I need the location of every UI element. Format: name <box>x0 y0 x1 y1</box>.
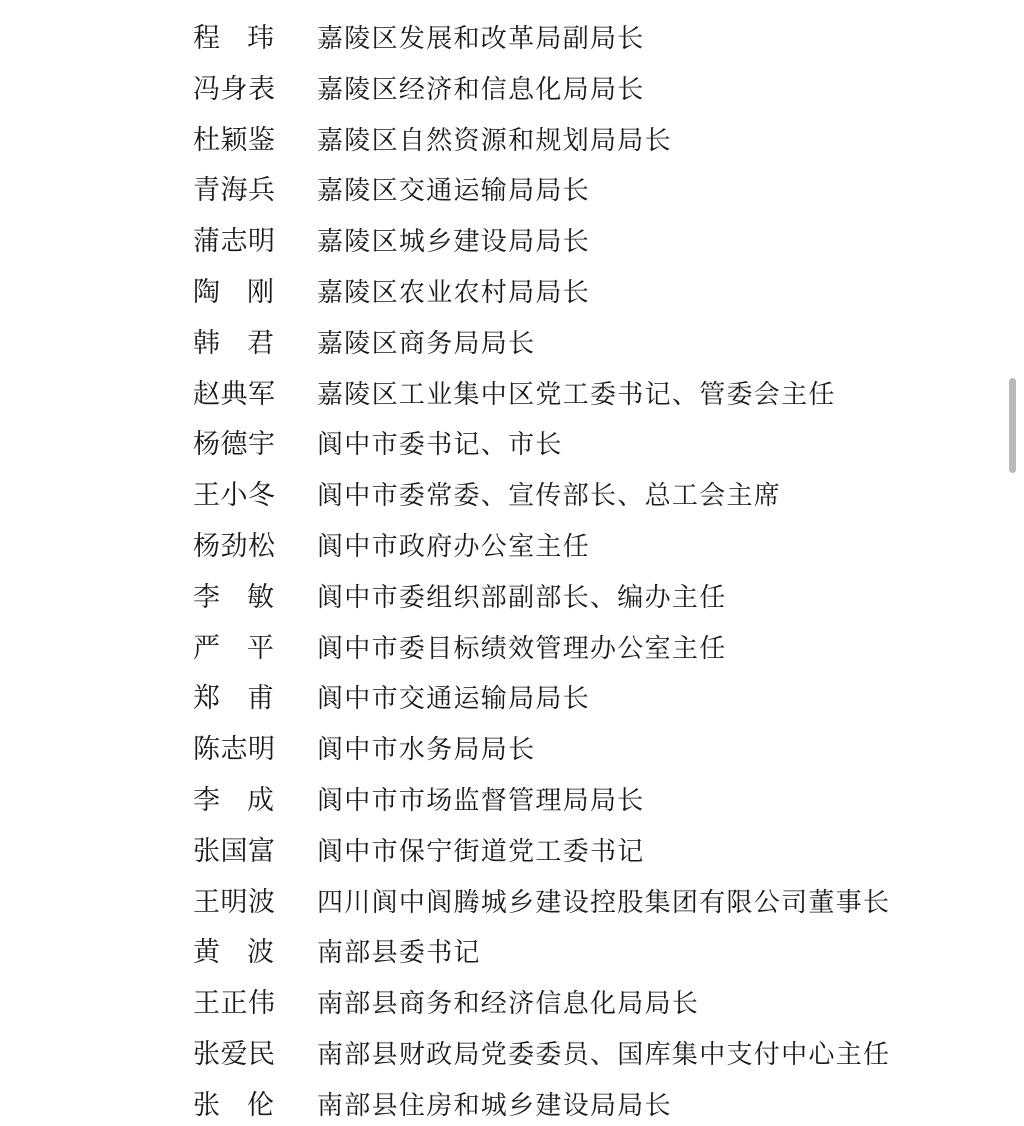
person-title: 嘉陵区自然资源和规划局局长 <box>317 125 672 156</box>
person-name-char-2: 成 <box>247 784 274 816</box>
list-item <box>0 1081 1000 1126</box>
person-name-char-2: 君 <box>247 327 274 359</box>
list-item <box>0 624 1000 675</box>
list-item <box>0 1030 1000 1081</box>
person-name-char-2: 伦 <box>247 1089 274 1121</box>
list-item <box>0 471 1000 522</box>
person-title: 嘉陵区工业集中区党工委书记、管委会主任 <box>317 379 836 410</box>
person-name: 杜颖鉴 <box>193 124 276 156</box>
person-name-char-1: 严 <box>193 632 220 664</box>
list-item <box>0 776 1000 827</box>
person-title: 阆中市政府办公室主任 <box>317 531 591 562</box>
person-name: 陈志明 <box>193 734 276 766</box>
list-item <box>0 217 1000 268</box>
person-title: 南部县商务和经济信息化局局长 <box>317 989 700 1020</box>
person-name: 青海兵 <box>193 175 276 207</box>
list-item <box>0 65 1000 116</box>
person-title: 嘉陵区农业农村局局长 <box>317 277 591 308</box>
person-name: 王小冬 <box>193 480 276 512</box>
list-item <box>0 522 1000 573</box>
person-name-char-1: 韩 <box>193 327 220 359</box>
person-name-char-1: 李 <box>193 784 220 816</box>
person-name-char-1: 程 <box>193 23 220 54</box>
person-title: 阆中市委组织部副部长、编办主任 <box>317 582 727 613</box>
person-name-char-1: 陶 <box>193 276 220 308</box>
person-name: 蒲志明 <box>193 226 276 258</box>
person-title: 嘉陵区城乡建设局局长 <box>317 227 591 258</box>
person-title: 嘉陵区发展和改革局副局长 <box>317 24 645 54</box>
person-name-char-2: 甫 <box>247 683 274 715</box>
list-item <box>0 928 1000 979</box>
list-item <box>0 370 1000 421</box>
list-item <box>0 878 1000 929</box>
person-name: 王正伟 <box>193 988 276 1020</box>
person-title: 阆中市水务局局长 <box>317 735 536 766</box>
person-name-char-1: 李 <box>193 581 220 613</box>
person-name: 冯身表 <box>193 73 276 105</box>
person-name: 杨德宇 <box>193 429 276 461</box>
list-item <box>0 116 1000 167</box>
person-name: 杨劲松 <box>193 530 276 562</box>
person-title: 四川阆中阆腾城乡建设控股集团有限公司董事长 <box>317 887 891 918</box>
vertical-scrollbar[interactable] <box>1009 378 1016 473</box>
person-title: 嘉陵区经济和信息化局局长 <box>317 74 645 105</box>
person-name-char-2: 刚 <box>247 276 274 308</box>
person-name-char-2: 平 <box>247 632 274 664</box>
list-item <box>0 420 1000 471</box>
person-title: 嘉陵区商务局局长 <box>317 328 536 359</box>
person-title: 阆中市市场监督管理局局长 <box>317 785 645 816</box>
list-item <box>0 166 1000 217</box>
list-item <box>0 827 1000 878</box>
person-name: 赵典军 <box>193 378 276 410</box>
person-title: 阆中市交通运输局局长 <box>317 684 591 715</box>
person-name: 张爱民 <box>193 1038 276 1070</box>
person-title: 南部县委书记 <box>317 938 481 969</box>
personnel-list <box>0 14 1000 1126</box>
person-name-char-1: 郑 <box>193 683 220 715</box>
person-title: 南部县财政局党委委员、国库集中支付中心主任 <box>317 1039 891 1070</box>
list-item <box>0 725 1000 776</box>
list-item <box>0 674 1000 725</box>
person-title: 嘉陵区交通运输局局长 <box>317 176 591 207</box>
list-item <box>0 14 1000 65</box>
list-item <box>0 573 1000 624</box>
list-item <box>0 268 1000 319</box>
person-title: 阆中市委目标绩效管理办公室主任 <box>317 633 727 664</box>
person-title: 南部县住房和城乡建设局局长 <box>317 1090 672 1121</box>
person-name-char-1: 张 <box>193 1089 220 1121</box>
person-name-char-1: 黄 <box>193 937 220 969</box>
person-title: 阆中市委常委、宣传部长、总工会主席 <box>317 481 782 512</box>
list-item <box>0 319 1000 370</box>
person-title: 阆中市委书记、市长 <box>317 430 563 461</box>
person-name: 王明波 <box>193 886 276 918</box>
person-name-char-2: 波 <box>247 937 274 969</box>
list-item <box>0 979 1000 1030</box>
person-name-char-2: 玮 <box>247 23 274 54</box>
person-title: 阆中市保宁街道党工委书记 <box>317 836 645 867</box>
person-name: 张国富 <box>193 835 276 867</box>
person-name-char-2: 敏 <box>247 581 274 613</box>
